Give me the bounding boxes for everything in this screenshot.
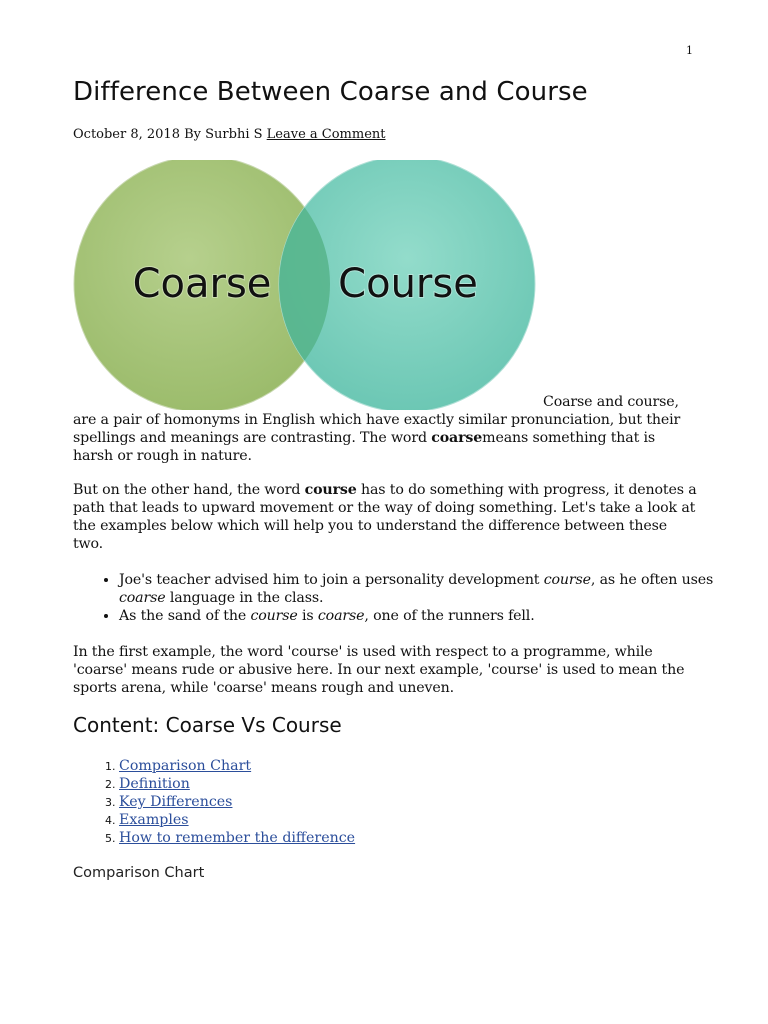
explanation-paragraph: In the first example, the word 'course' is used with respect to a programme, while 'coarse' means rude or abusive here. In our next example, 'course' is used to mean the sports arena, while 'coarse' means rough and uneven. (73, 644, 685, 696)
leave-comment-link[interactable]: Leave a Comment (266, 127, 386, 142)
toc-item (119, 775, 355, 793)
toc-item (119, 793, 355, 811)
venn-label-course: Course (338, 261, 478, 307)
toc-link-definition[interactable]: Definition (119, 776, 190, 792)
example-item: • As the sand of the course is coarse, one of the runners fell. (119, 607, 745, 625)
byline (73, 127, 386, 142)
para2-text-2: has to do something with progress, it denotes a path that leads to upward movement or the way of doing something. Let's take a look at the examples below which will help you to understand the difference between these two. (73, 482, 697, 552)
toc-link-key-differences[interactable]: Key Differences (119, 794, 233, 810)
byline-date-author: October 8, 2018 By Surbhi S (73, 127, 267, 142)
page-number: 1 (686, 44, 693, 57)
intro-bold-word: coarse (431, 430, 483, 446)
toc-link-how-to-remember[interactable]: How to remember the difference (119, 830, 356, 846)
para2-bold-word: course (304, 482, 357, 498)
table-of-contents (73, 757, 355, 847)
examples-list (73, 571, 745, 625)
course-paragraph (73, 481, 699, 553)
toc-link-examples[interactable]: Examples (119, 812, 189, 828)
example-item: • Joe's teacher advised him to join a personality development course, as he often uses coarse language in the class. (119, 571, 745, 607)
toc-item (119, 829, 355, 847)
intro-text-2: means something that is harsh or rough in nature. (73, 430, 656, 464)
para2-text-1: But on the other hand, the word (73, 482, 305, 498)
intro-text-1: are a pair of homonyms in English which have exactly similar pronunciation, but their spellings and meanings are contrasting. The word (73, 412, 681, 446)
content-heading: Content: Coarse Vs Course (73, 713, 342, 737)
toc-item (119, 811, 355, 829)
page-title: Difference Between Coarse and Course (73, 77, 588, 107)
toc-link-comparison-chart[interactable]: Comparison Chart (119, 758, 252, 774)
intro-paragraph (73, 393, 699, 465)
comparison-chart-heading: Comparison Chart (73, 865, 205, 881)
venn-diagram (70, 160, 540, 410)
toc-item (119, 757, 355, 775)
venn-label-coarse: Coarse (132, 261, 272, 307)
intro-lead: Coarse and course, (543, 394, 679, 410)
